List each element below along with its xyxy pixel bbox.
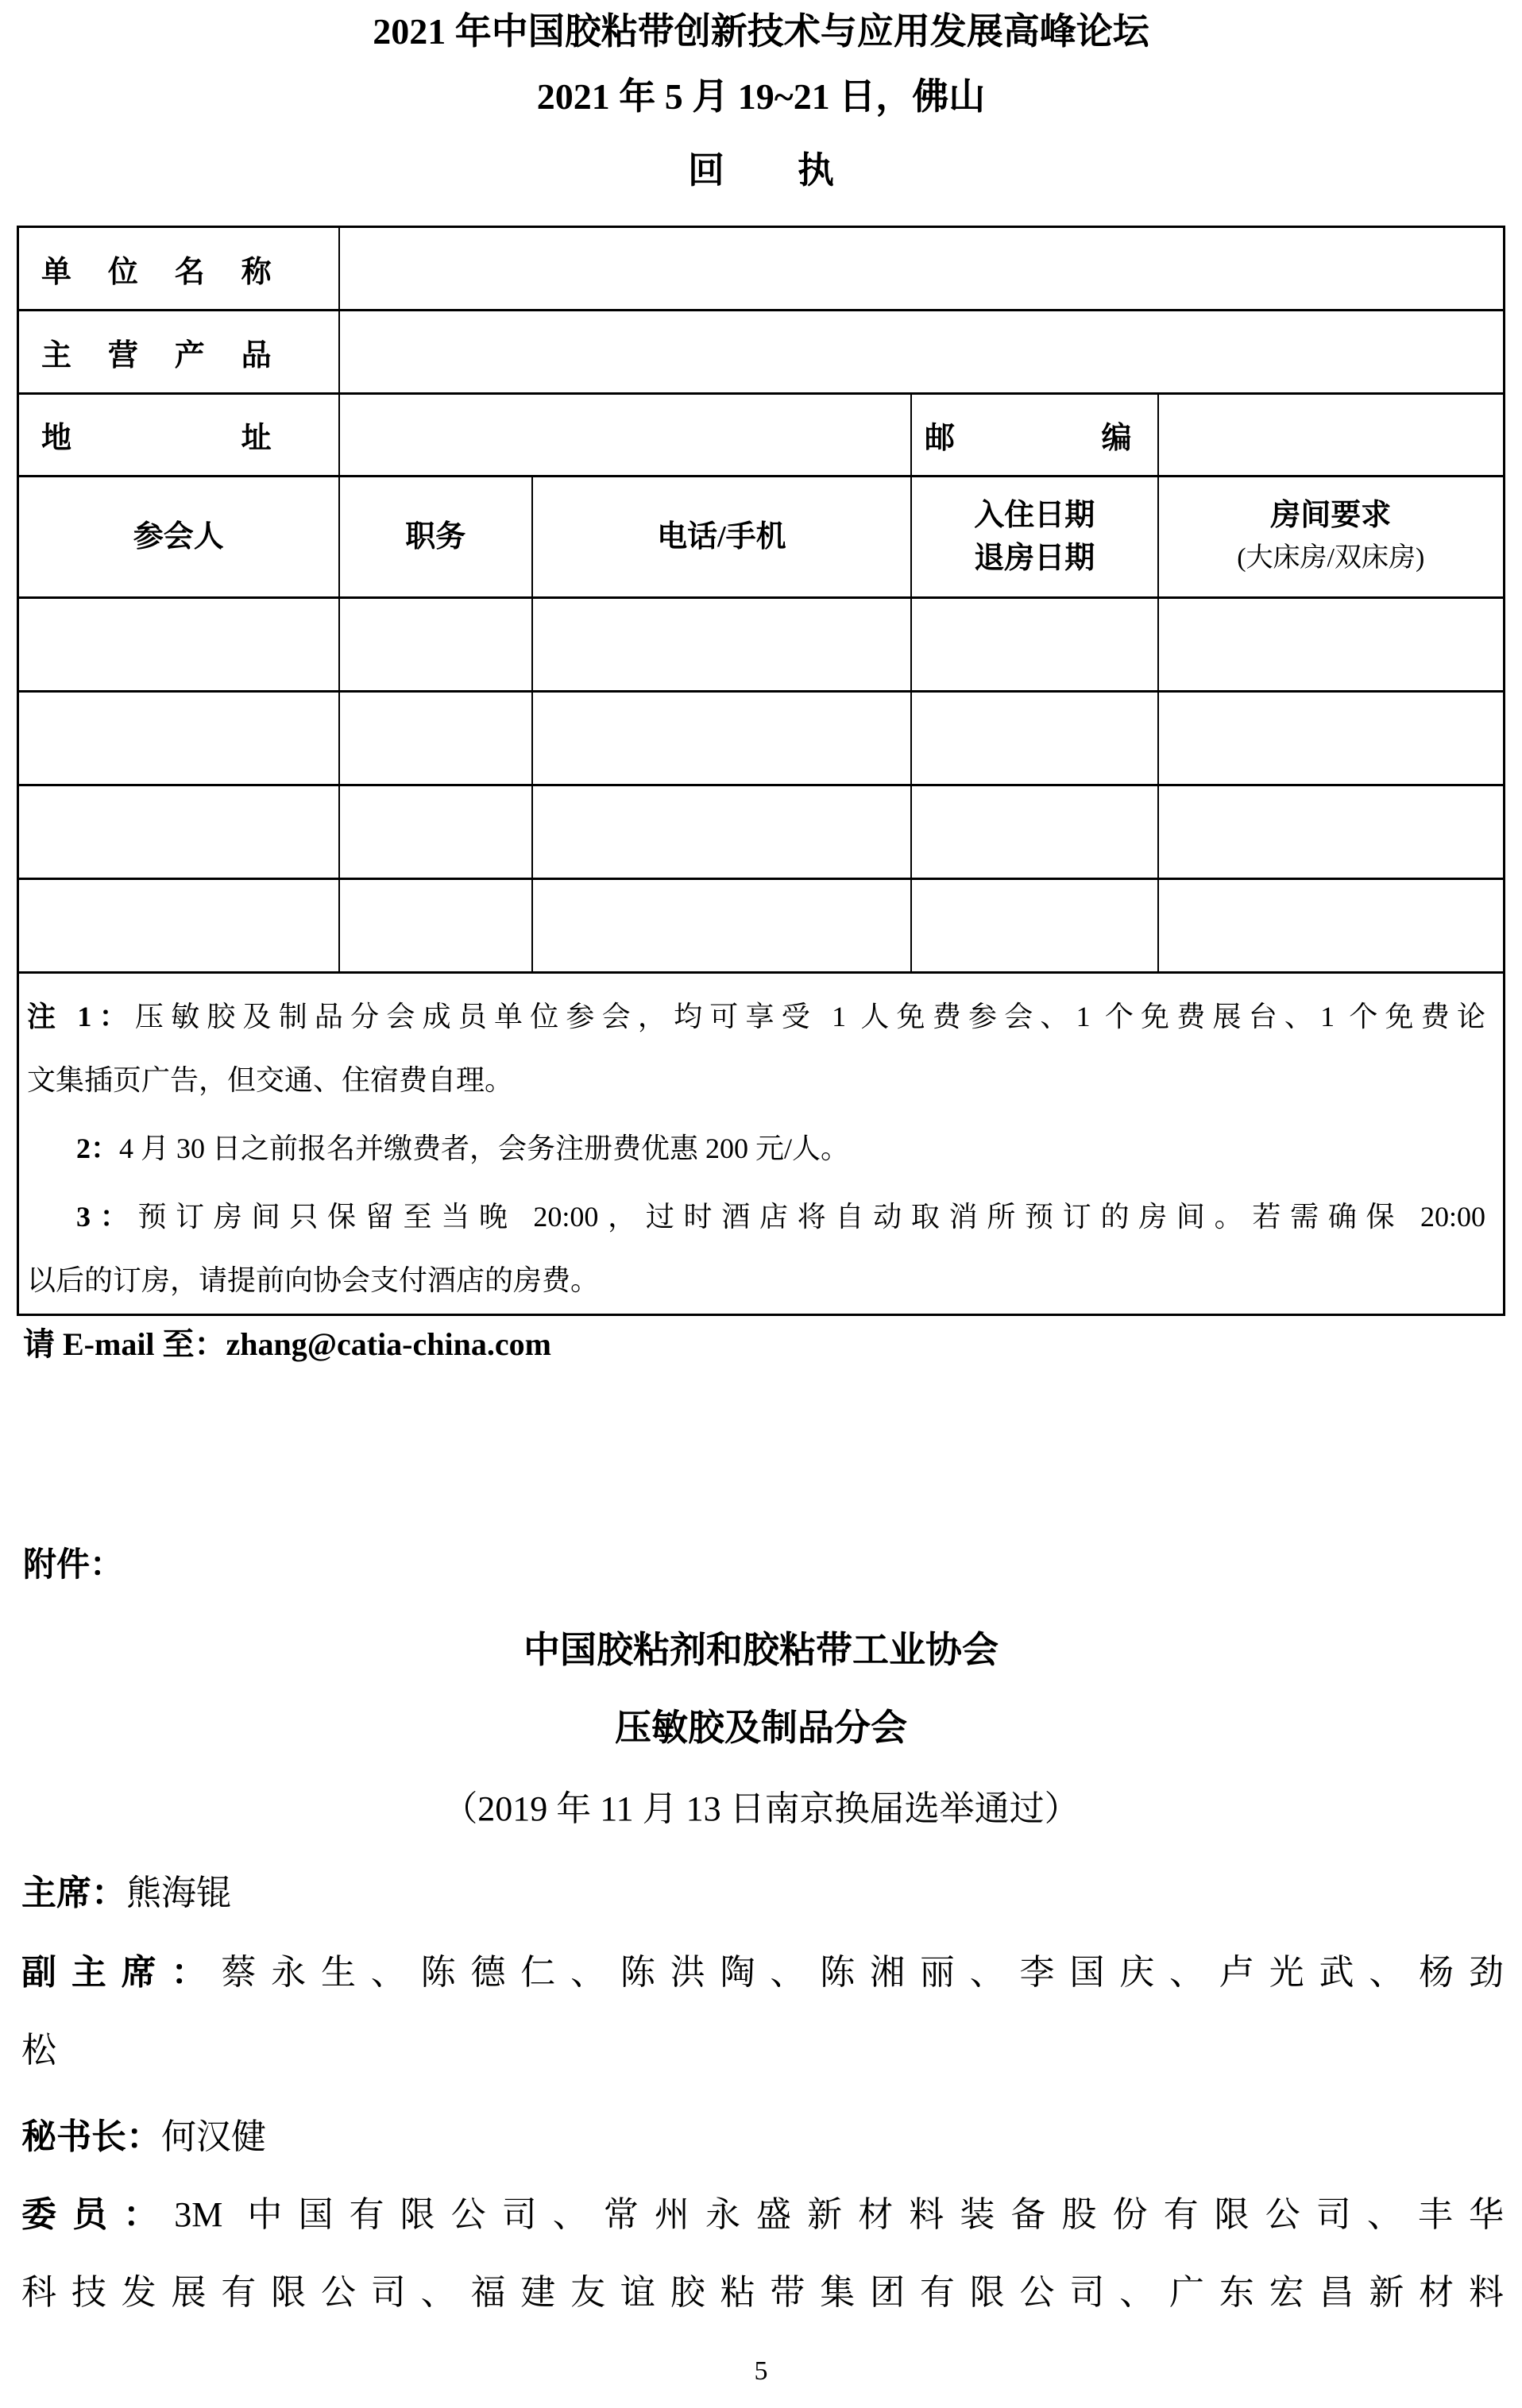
officers-list [21,1854,1504,2332]
attendee-table-header-row [18,477,1505,598]
members-label: 委员： [21,2195,175,2234]
company-name-label: 单 位 名 称 [18,227,339,311]
address-row [18,394,1505,477]
secretary-line [21,2098,1504,2176]
attendee-entry-row [18,785,1505,879]
branch-name: 压敏胶及制品分会 [615,1708,907,1748]
association-name: 中国胶粘剂和胶粘带工业协会 [523,1630,999,1670]
empty-cell [1158,879,1505,973]
empty-cell [18,598,339,692]
attachment-label: 附件： [23,1547,124,1584]
empty-cell [18,879,339,973]
notes-cell [18,973,1505,1315]
room-type-options-label: (大床房/双床房) [1237,543,1425,573]
event-date-location: 2021 年 5 月 19~21 日，佛山 [536,76,986,117]
note-1-text-1: 压敏胶及制品分会成员单位参会，均可享受 1 人免费参会、1 个免费展台、1 个免费论 [134,1001,1485,1032]
empty-cell [911,879,1158,973]
attendee-entry-row [18,879,1505,973]
note-1-prefix: 注 1： [27,1001,135,1032]
vice-chairmen-line-2: 松 [21,2031,56,2070]
dates-column-header [911,477,1158,598]
empty-cell [339,785,532,879]
postcode-label: 邮 编 [911,394,1158,477]
main-products-row [18,311,1505,394]
empty-cell [18,692,339,785]
attendee-entry-row [18,598,1505,692]
position-column-header: 职务 [339,477,532,598]
reply-form-heading: 回 执 [688,150,834,191]
note-1-line-2: 文集插页广告，但交通、住宿费自理。 [27,1064,514,1096]
empty-cell [911,785,1158,879]
room-request-label: 房间要求 [1270,499,1392,532]
vice-chairmen-names: 蔡永生、陈德仁、陈洪陶、陈湘丽、李国庆、卢光武、杨劲 [221,1953,1504,1992]
phone-column-header: 电话/手机 [532,477,911,598]
note-2-text: 4 月 30 日之前报名并缴费者，会务注册费优惠 200 元/人。 [119,1133,850,1164]
main-products-value-cell [339,311,1505,394]
empty-cell [339,692,532,785]
empty-cell [532,598,911,692]
members-line-2: 科技发展有限公司、福建友谊胶粘带集团有限公司、广东宏昌新材料 [21,2273,1504,2312]
empty-cell [1158,598,1505,692]
empty-cell [1158,692,1505,785]
empty-cell [911,598,1158,692]
notes-row [18,973,1505,1315]
secretary-name: 何汉健 [161,2117,266,2156]
empty-cell [911,692,1158,785]
note-2-line [27,1117,1485,1180]
room-column-header [1158,477,1505,598]
attendee-column-header: 参会人 [18,477,339,598]
checkin-date-label: 入住日期 [974,499,1095,532]
empty-cell [339,598,532,692]
members-names-1: 3M 中国有限公司、常州永盛新材料装备股份有限公司、丰华 [174,2195,1504,2234]
note-1-line-1 [27,985,1485,1048]
empty-cell [532,692,911,785]
empty-cell [532,879,911,973]
postcode-value-cell [1158,394,1505,477]
empty-cell [339,879,532,973]
members-line-1 [21,2176,1504,2254]
page-title: 2021 年中国胶粘带创新技术与应用发展高峰论坛 [373,11,1149,52]
chairman-line [21,1854,1504,1932]
main-products-label: 主 营 产 品 [18,311,339,394]
address-value-cell [339,394,911,477]
company-name-row [18,227,1505,311]
secretary-label: 秘书长： [21,2117,161,2156]
chairman-name: 熊海锟 [126,1874,231,1912]
note-3-prefix: 3： [76,1201,138,1233]
empty-cell [532,785,911,879]
page-number: 5 [754,2356,768,2386]
email-instruction: 请 E-mail 至：zhang@catia-china.com [23,1326,551,1362]
address-label: 地 址 [18,394,339,477]
vice-chairmen-label: 副主席： [21,1953,222,1992]
checkout-date-label: 退房日期 [974,542,1095,575]
reply-form-table [17,226,1505,1316]
company-name-value-cell [339,227,1505,311]
vice-chairmen-line-1 [21,1934,1504,2012]
note-3-text-1: 预订房间只保留至当晚 20:00，过时酒店将自动取消所预订的房间。若需确保 20:00 [137,1201,1485,1233]
attendee-entry-row [18,692,1505,785]
election-note: （2019 年 11 月 13 日南京换届选举通过） [442,1789,1080,1828]
empty-cell [1158,785,1505,879]
chairman-label: 主席： [21,1874,126,1912]
note-3-line-2: 以后的订房，请提前向协会支付酒店的房费。 [27,1264,600,1296]
note-2-prefix: 2： [76,1133,120,1164]
note-3-line-1 [27,1185,1485,1248]
empty-cell [18,785,339,879]
